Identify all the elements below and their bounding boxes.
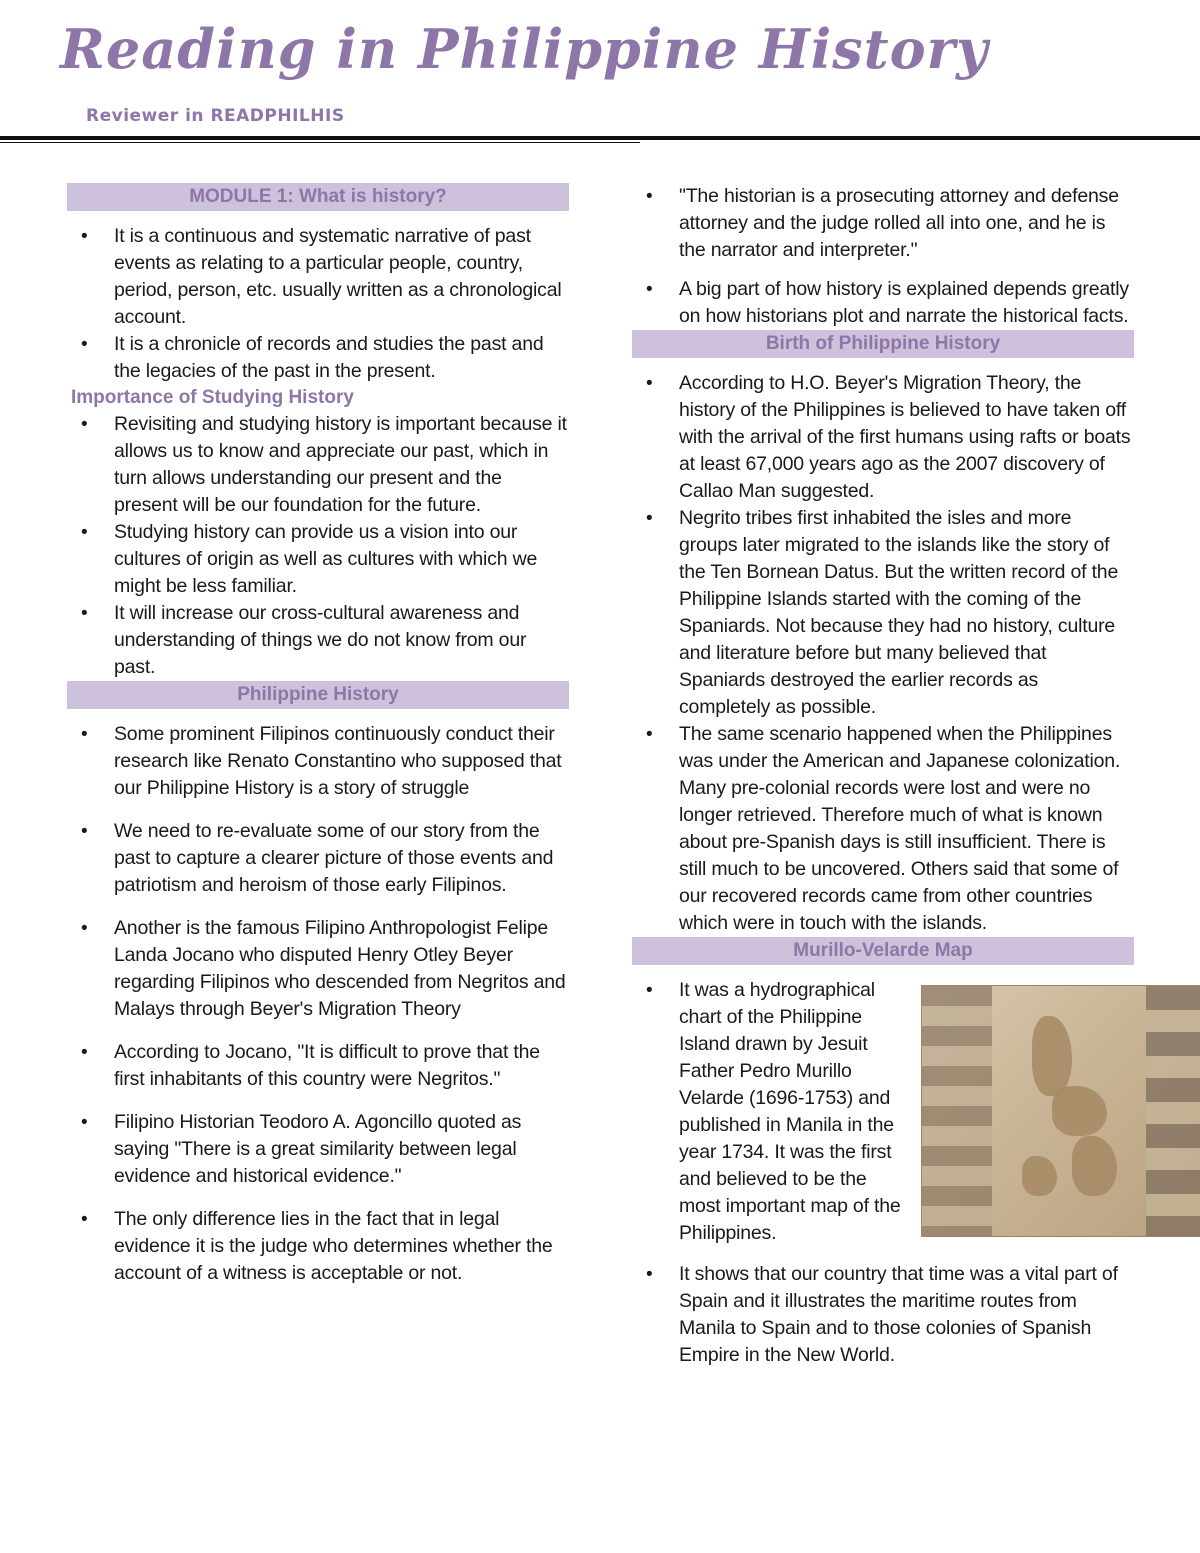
philippine-history-heading: Philippine History <box>67 681 569 709</box>
philippine-history-list <box>67 721 569 1287</box>
list-item: • It shows that our country that time was a vital part of Spain and it illustrates the maritime routes from Manila to Spain and to those colonies of Spanish Empire in the New World. <box>632 1261 1134 1369</box>
birth-list <box>632 370 1134 937</box>
right-column <box>632 183 1134 1369</box>
importance-list <box>67 411 569 681</box>
murillo-velarde-map-image <box>921 985 1200 1237</box>
historian-list <box>632 183 1134 330</box>
list-item: • The same scenario happened when the Philippines was under the American and Japanese colonization. Many pre-colonial records were lost and were no longer retrieved. Therefore much of what is known about pre-Spanish days is still insufficient. There is still much to be uncovered. Others said that some of our recovered records came from other countries which were in touch with the islands. <box>632 721 1134 937</box>
birth-heading: Birth of Philippine History <box>632 330 1134 358</box>
list-item: • Studying history can provide us a vision into our cultures of origin as well as cultures with which we might be less familiar. <box>67 519 569 600</box>
list-item: • Revisiting and studying history is important because it allows us to know and appreciate our past, which in turn allows understanding our present and the present will be our foundation for the future. <box>67 411 569 519</box>
list-item: • It is a continuous and systematic narrative of past events as relating to a particular people, country, period, person, etc. usually written as a chronological account. <box>67 223 569 331</box>
list-item: • According to Jocano, "It is difficult to prove that the first inhabitants of this country were Negritos." <box>67 1039 569 1093</box>
module-heading: MODULE 1: What is history? <box>67 183 569 211</box>
list-item: • A big part of how history is explained depends greatly on how historians plot and narrate the historical facts. <box>632 276 1134 330</box>
list-item: • The only difference lies in the fact that in legal evidence it is the judge who determines whether the account of a witness is acceptable or not. <box>67 1206 569 1287</box>
document-title: Reading in Philippine History <box>60 17 989 81</box>
list-item: • Some prominent Filipinos continuously conduct their research like Renato Constantino who supposed that our Philippine History is a story of struggle <box>67 721 569 802</box>
map-list-2 <box>632 1261 1134 1369</box>
list-item: • "The historian is a prosecuting attorney and defense attorney and the judge rolled all into one, and he is the narrator and interpreter." <box>632 183 1134 264</box>
list-item: • We need to re-evaluate some of our story from the past to capture a clearer picture of those events and patriotism and heroism of those early Filipinos. <box>67 818 569 899</box>
map-section <box>632 977 1134 1369</box>
intro-list <box>67 223 569 385</box>
list-item: • It is a chronicle of records and studies the past and the legacies of the past in the present. <box>67 331 569 385</box>
list-item: • Negrito tribes first inhabited the isles and more groups later migrated to the islands like the story of the Ten Bornean Datus. But the written record of the Philippine Islands started with the coming of the Spaniards. Not because they had no history, culture and literature before but many believed that Spaniards destroyed the earlier records as completely as possible. <box>632 505 1134 721</box>
list-item: • It was a hydrographical chart of the Philippine Island drawn by Jesuit Father Pedro Murillo Velarde (1696-1753) and published in Manila in the year 1734. It was the first and believed to be the most important map of the Philippines. <box>632 977 1134 1247</box>
header-rule <box>0 136 1200 140</box>
header-rule-thin <box>0 142 640 143</box>
list-item: • It will increase our cross-cultural awareness and understanding of things we do not know from our past. <box>67 600 569 681</box>
left-column <box>67 183 569 1287</box>
list-item: • Another is the famous Filipino Anthropologist Felipe Landa Jocano who disputed Henry Otley Beyer regarding Filipinos who descended from Negritos and Malays through Beyer's Migration Theory <box>67 915 569 1023</box>
importance-heading: Importance of Studying History <box>71 387 354 408</box>
map-heading: Murillo-Velarde Map <box>632 937 1134 965</box>
document-subtitle: Reviewer in READPHILHIS <box>86 106 345 126</box>
list-item: • Filipino Historian Teodoro A. Agoncillo quoted as saying "There is a great similarity between legal evidence and historical evidence." <box>67 1109 569 1190</box>
list-item: • According to H.O. Beyer's Migration Theory, the history of the Philippines is believed to have taken off with the arrival of the first humans using rafts or boats at least 67,000 years ago as the 2007 discovery of Callao Man suggested. <box>632 370 1134 505</box>
